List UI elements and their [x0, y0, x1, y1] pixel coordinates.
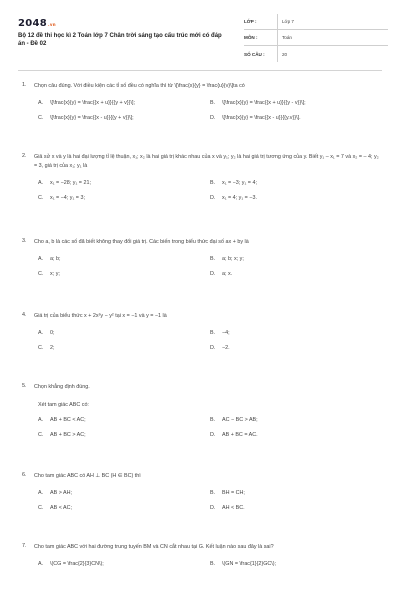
option-text: −2.: [222, 344, 230, 351]
meta-label: LỚP :: [244, 19, 257, 24]
option-letter: A.: [38, 560, 44, 567]
option-c[interactable]: [38, 271, 210, 277]
question-4: [18, 312, 382, 351]
option-text: \[\frac{x}{y} = \frac{{x + u}}{{y + v}}\];: [50, 99, 135, 106]
question-number: 2.: [22, 153, 27, 159]
option-text: AC − BC > AB;: [222, 416, 258, 423]
option-letter: A.: [38, 99, 44, 106]
option-text: x; y;: [50, 270, 60, 277]
option-text: x₁ = −3; y₁ = 4;: [222, 179, 257, 186]
option-text: \[\frac{x}{y} = \frac{{x - u}}{{y + v}}\];: [50, 114, 134, 121]
option-text: AB + BC = AC.: [222, 431, 258, 438]
option-c[interactable]: [38, 345, 210, 351]
option-c[interactable]: [38, 195, 210, 201]
answer-options: [38, 100, 382, 121]
option-c[interactable]: [38, 505, 210, 511]
option-letter: C.: [38, 194, 44, 201]
meta-value: Lớp 7: [277, 14, 388, 29]
answer-options: [38, 330, 382, 351]
option-letter: D.: [210, 431, 216, 438]
question-6: [18, 472, 382, 511]
option-text: AB < AC;: [50, 504, 73, 511]
question-2: [18, 153, 382, 201]
question-text: Chọn khẳng định đúng.: [34, 384, 90, 390]
option-text: 0;: [50, 329, 55, 336]
option-letter: C.: [38, 270, 44, 277]
question-1: [18, 82, 382, 121]
option-letter: C.: [38, 431, 44, 438]
document-title: Bộ 12 đề thi học kì 2 Toán lớp 7 Chân trời sáng tạo cấu trúc mới có đáp án - Đề 02: [18, 33, 222, 48]
option-text: \[\frac{x}{y} = \frac{{x + u}}{{y - v}}\];: [222, 99, 306, 106]
answer-options: [38, 490, 382, 511]
option-text: −4;: [222, 329, 230, 336]
option-d[interactable]: [210, 115, 382, 121]
question-7: [18, 543, 382, 567]
meta-row-count: [244, 46, 388, 62]
option-letter: C.: [38, 114, 44, 121]
option-text: x₁ = 4; y₁ = −3.: [222, 194, 257, 201]
meta-row-subject: [244, 30, 388, 46]
option-b[interactable]: [210, 330, 382, 336]
option-b[interactable]: [210, 561, 382, 567]
header-divider: [18, 70, 382, 71]
option-letter: B.: [210, 255, 216, 262]
question-text: Cho tam giác ABC với hai đường trung tuyến BM và CN cắt nhau tại G. Kết luận nào sau đây là sai?: [34, 544, 274, 550]
option-a[interactable]: [38, 417, 210, 423]
question-5: [18, 383, 382, 438]
option-b[interactable]: [210, 490, 382, 496]
answer-options: [38, 561, 382, 567]
question-text: Cho a, b là các số đã biết không thay đổi giá trị. Các biến trong biểu thức đại số ax + by là: [34, 239, 249, 245]
option-a[interactable]: [38, 561, 210, 567]
question-3: [18, 238, 382, 277]
question-number: 7.: [22, 543, 27, 549]
option-letter: B.: [210, 329, 216, 336]
option-letter: B.: [210, 179, 216, 186]
option-text: AB + BC > AC;: [50, 431, 86, 438]
option-text: \(GN = \frac{1}{2}GC\);: [222, 560, 277, 567]
meta-value: 20: [277, 46, 388, 62]
question-text: Giả sử x và y là hai đại lượng tỉ lệ thuận, x₁; x₂ là hai giá trị khác nhau của x và y₁; y₂ là hai giá trị tương ứng của y. Biết y₁ – x₁ = 7 và x₂ = – 4; y₂ = 3, giá trị của x₁; y₁ là: [34, 154, 379, 169]
question-text: Chọn câu đúng. Với điều kiện các tỉ số đều có nghĩa thì từ \[\frac{x}{y} = \frac{u}{v}\]ta có: [34, 83, 245, 89]
option-letter: D.: [210, 344, 216, 351]
option-text: \[\frac{x}{y} = \frac{{x - u}}{{y.v}}\].: [222, 114, 301, 121]
option-a[interactable]: [38, 330, 210, 336]
option-letter: A.: [38, 179, 44, 186]
option-text: x₁ = −4; y₁ = 3;: [50, 194, 85, 201]
option-c[interactable]: [38, 432, 210, 438]
logo-suffix: .vn: [48, 22, 56, 27]
option-a[interactable]: [38, 490, 210, 496]
option-letter: A.: [38, 329, 44, 336]
option-d[interactable]: [210, 432, 382, 438]
option-text: AB + BC < AC;: [50, 416, 86, 423]
option-text: AB > AH;: [50, 489, 73, 496]
option-letter: A.: [38, 416, 44, 423]
option-text: \(CG = \frac{2}{3}CN\);: [50, 560, 104, 567]
answer-options: [38, 417, 382, 438]
answer-options: [38, 180, 382, 201]
meta-row-class: [244, 14, 388, 30]
question-text: Giá trị của biểu thức x + 2x²y − y² tại x = −1 và y = −1 là: [34, 313, 167, 319]
question-number: 3.: [22, 238, 27, 244]
option-letter: D.: [210, 194, 216, 201]
meta-value: Toán: [277, 30, 388, 45]
option-letter: D.: [210, 114, 216, 121]
option-d[interactable]: [210, 505, 382, 511]
option-b[interactable]: [210, 417, 382, 423]
site-logo[interactable]: [18, 18, 56, 29]
meta-label: MÔN :: [244, 35, 258, 40]
logo-text: 2048: [18, 18, 48, 29]
option-letter: C.: [38, 504, 44, 511]
document-header: [18, 14, 388, 66]
answer-options: [38, 256, 382, 277]
option-letter: C.: [38, 344, 44, 351]
option-a[interactable]: [38, 256, 210, 262]
option-letter: A.: [38, 489, 44, 496]
option-b[interactable]: [210, 180, 382, 186]
option-letter: B.: [210, 416, 216, 423]
question-number: 6.: [22, 472, 27, 478]
option-letter: B.: [210, 489, 216, 496]
question-subtext: Xét tam giác ABC có:: [38, 401, 89, 408]
option-text: AH < BC.: [222, 504, 245, 511]
option-letter: D.: [210, 504, 216, 511]
option-a[interactable]: [38, 180, 210, 186]
option-letter: A.: [38, 255, 44, 262]
option-text: 2;: [50, 344, 55, 351]
option-a[interactable]: [38, 100, 210, 106]
option-text: a; b; x; y;: [222, 255, 244, 262]
option-b[interactable]: [210, 256, 382, 262]
option-b[interactable]: [210, 100, 382, 106]
option-letter: B.: [210, 560, 216, 567]
option-letter: D.: [210, 270, 216, 277]
option-c[interactable]: [38, 115, 210, 121]
option-text: x₁ = −28; y₁ = 21;: [50, 179, 91, 186]
meta-table: [244, 14, 388, 62]
question-number: 4.: [22, 312, 27, 318]
option-letter: B.: [210, 99, 216, 106]
option-d[interactable]: [210, 345, 382, 351]
option-text: a; x.: [222, 270, 233, 277]
option-d[interactable]: [210, 195, 382, 201]
meta-label: SỐ CÂU :: [244, 51, 265, 57]
option-d[interactable]: [210, 271, 382, 277]
question-text: Cho tam giác ABC có AH ⊥ BC (H ∈ BC) thì: [34, 473, 141, 479]
question-number: 5.: [22, 383, 27, 389]
option-text: BH = CH;: [222, 489, 245, 496]
option-text: a; b;: [50, 255, 61, 262]
question-number: 1.: [22, 82, 27, 88]
